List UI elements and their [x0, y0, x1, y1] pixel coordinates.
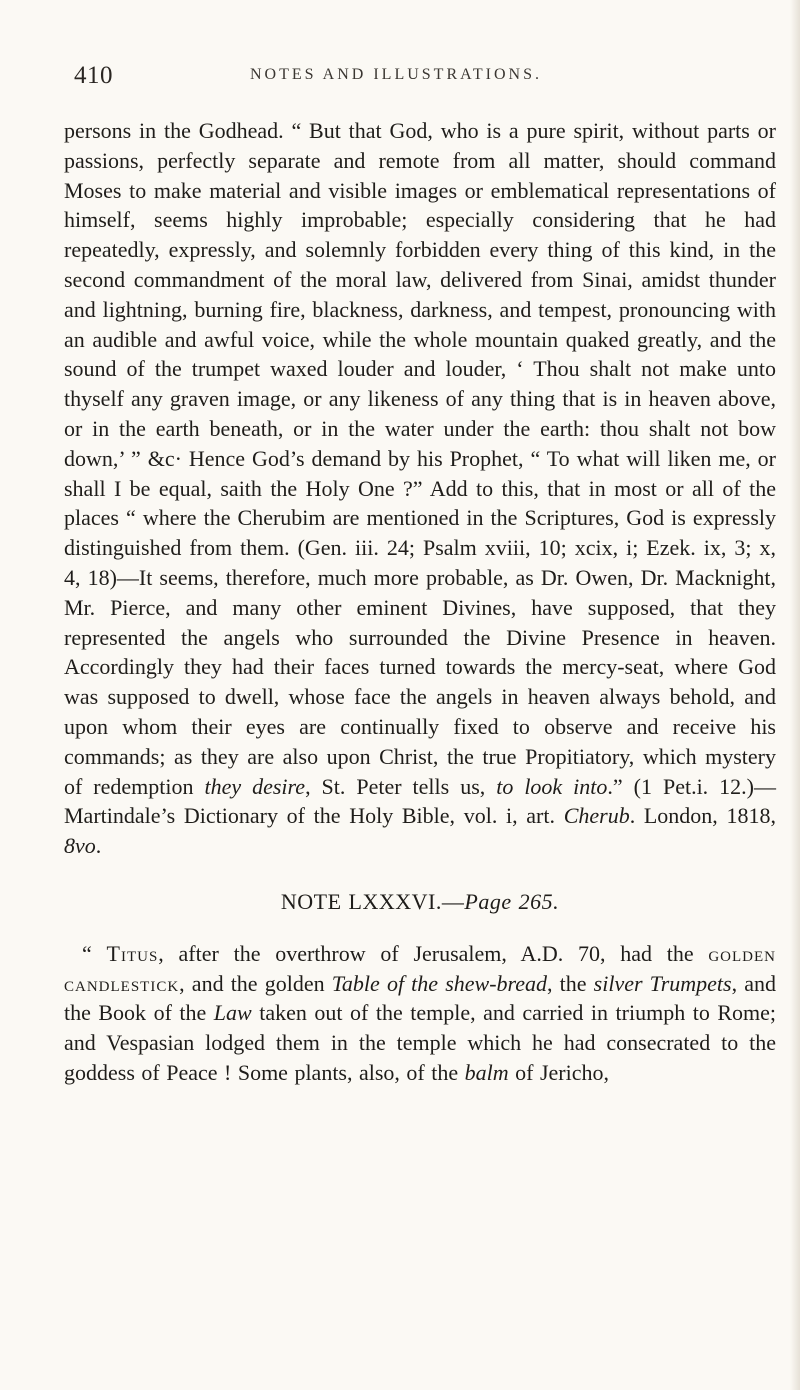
paragraph-titus-candlestick [64, 939, 776, 1088]
text-run: , St. Peter tells us, [305, 773, 497, 799]
italic-text: they desire [204, 773, 306, 799]
text-run: . London, 1818, [629, 803, 776, 829]
running-head [64, 58, 776, 92]
italic-text: balm [464, 1059, 509, 1085]
text-run: “ [82, 940, 107, 966]
text-run: , the [547, 970, 594, 996]
paragraph-godhead-cherubim [64, 116, 776, 861]
running-head-title: NOTES AND ILLUSTRATIONS. [250, 66, 542, 83]
italic-text: silver Trumpets [593, 970, 732, 996]
italic-text: to look into [496, 773, 608, 799]
text-run: , and the Book of the [64, 970, 776, 1026]
italic-text: 8vo [64, 833, 96, 859]
book-page [64, 58, 776, 1088]
text-run: .” (1 Pet.i. 12.)—Martindale’s Dictionary of the Holy Bible, vol. i, art. [64, 773, 776, 829]
body-text [64, 116, 776, 1088]
note-heading-page-ref: Page 265. [464, 888, 560, 914]
text-run: . [95, 833, 102, 859]
text-run: , and the golden [179, 970, 332, 996]
italic-text: Law [213, 1000, 252, 1026]
text-run: persons in the Godhead. “ But that God, who is a pure spirit, without parts or passions, perfectly separate and remote from all matter, should command Moses to make material and visible images or emblematical representations of himself, seems highly improbable; especially considering that he had repeatedly, expressly, and solemnly forbidden every thing of this kind, in the second commandment of the moral law, delivered from Sinai, amidst thunder and lightning, burning fire, blackness, darkness, and tempest, pronouncing with an audible and awful voice, while the whole mountain quaked greatly, and the sound of the trumpet waxed louder and louder, ‘ Thou shalt not make unto thyself any graven image, or any likeness of any thing that is in heaven above, or in the earth beneath, or in the water under the earth: thou shalt not bow down,’ ” &c· Hence God’s demand by his Prophet, “ To what will liken me, or shall I be equal, saith the Holy One ?” Add to this, that in most or all of the places “ where the Cherubim are mentioned in the Scriptures, God is expressly distinguished from them. (Gen. iii. 24; Psalm xviii, 10; xcix, i; Ezek. ix, 3; x, 4, 18)—It seems, therefore, much more probable, as Dr. Owen, Dr. Macknight, Mr. Pierce, and many other eminent Divines, have supposed, that they represented the angels who surrounded the Divine Presence in heaven. Accordingly they had their faces turned towards the mercy-seat, where God was supposed to dwell, whose face the angels in heaven always behold, and upon whom their eyes are continually fixed to observe and receive his commands; as they are also upon Christ, the true Propitiatory, which mystery of redemption [64, 118, 776, 799]
italic-text: Table of the shew-bread [331, 970, 548, 996]
text-run: of Jericho, [508, 1059, 609, 1085]
italic-text: Cherub [563, 803, 630, 829]
page-edge-shadow [790, 0, 800, 1390]
note-heading-label: NOTE LXXXVI.— [280, 888, 465, 914]
smallcaps-text: Titus [106, 940, 159, 966]
text-run: , after the overthrow of Jerusalem, A.D. 70, had the [158, 940, 709, 966]
page-number: 410 [74, 62, 113, 89]
smallcaps-text: golden candlestick [64, 940, 776, 996]
note-heading [64, 887, 776, 917]
text-run: taken out of the temple, and carried in triumph to Rome; and Vespasian lodged them in the temple which he had consecrated to the goddess of Peace ! Some plants, also, of the [64, 1000, 776, 1085]
